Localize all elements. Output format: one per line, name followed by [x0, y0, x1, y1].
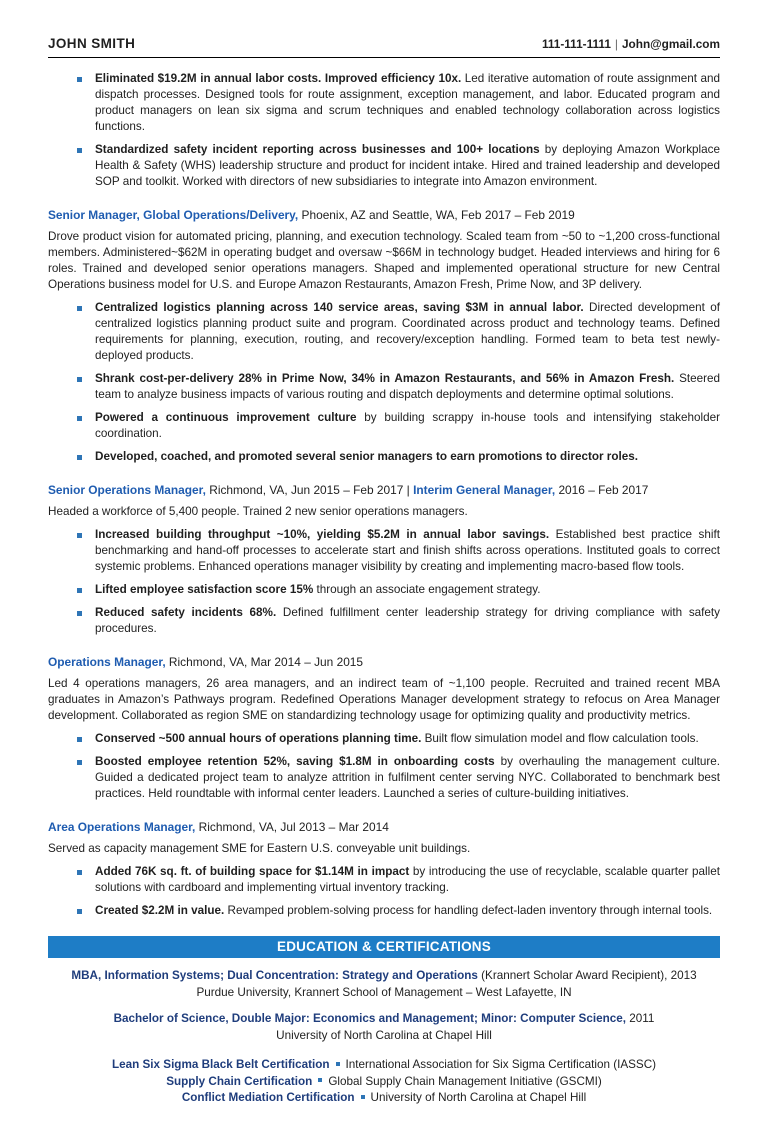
- bullet-square-icon: [77, 909, 82, 914]
- bullet-item: [48, 605, 720, 637]
- job-heading: [48, 207, 720, 223]
- degree-entry: [48, 1011, 720, 1044]
- education-section-banner: EDUCATION & CERTIFICATIONS: [48, 936, 720, 958]
- degree-line: [48, 1011, 720, 1028]
- job-summary: Drove product vision for automated pricing, planning, and execution technology. Scaled team from ~50 to ~1,200 cross-functional members. Administered~$62M in operating budget and oversaw ~$66M in technology budget. Headed interviews and hiring for 6 roles. Trained and developed senior operations managers. Shaped and implemented operational structure for new Central Operations business model for U.S. and Europe Amazon Restaurants, Amazon Fresh, Prime Now, and 3P delivery.: [48, 230, 720, 291]
- bullet-rest: Directed development of centralized logistics planning product suite and program. Coordinated across product and technology teams. Defined requirements for planning, execution, routing, and recovery/exception handling. Formed team to beta test newly-deployed products.: [95, 301, 720, 362]
- bullet-text: [95, 582, 720, 598]
- degree-school: Purdue University, Krannert School of Management – West Lafayette, IN: [196, 985, 572, 999]
- bullet-text: [95, 449, 720, 465]
- bullet-square-icon: [77, 760, 82, 765]
- education-block: [48, 968, 720, 1107]
- job-summary: Served as capacity management SME for Eastern U.S. conveyable unit buildings.: [48, 842, 471, 855]
- bullet-bold-lead: Powered a continuous improvement culture: [95, 411, 357, 424]
- bullet-rest: Established best practice shift benchmarking and hand-off processes to accelerate start and finish shifts across operations. Instituted goals to correct systemic problems. Enhanced operations manager visibility by creating and implementing macro-based flow tools.: [95, 528, 720, 573]
- job-title: Operations Manager,: [48, 655, 166, 669]
- bullet-bold-lead: Centralized logistics planning across 140 service areas, saving $3M in annual labor.: [95, 301, 584, 314]
- job-meta: Phoenix, AZ and Seattle, WA, Feb 2017 – Feb 2019: [298, 208, 575, 222]
- bullet-item: [48, 731, 720, 747]
- bullet-square-icon: [77, 306, 82, 311]
- degree-title: MBA, Information Systems; Dual Concentration: Strategy and Operations: [71, 969, 478, 982]
- phone-number: 111-111-1111: [541, 37, 611, 51]
- job-bullet-list: [48, 527, 720, 637]
- certification-name: Supply Chain Certification: [166, 1074, 313, 1088]
- job-heading: [48, 819, 720, 835]
- bullet-item: [48, 300, 720, 364]
- bullet-rest: Built flow simulation model and flow calculation tools.: [421, 732, 699, 745]
- bullet-item: [48, 71, 720, 135]
- bullet-rest: Defined fulfillment center leadership strategy for driving compliance with safety procedures.: [95, 606, 721, 635]
- degree-detail: 2011: [626, 1012, 655, 1025]
- degree-title: Bachelor of Science, Double Major: Economics and Management; Minor: Computer Science,: [113, 1012, 626, 1025]
- bullet-item: [48, 582, 720, 598]
- bullet-rest: through an associate engagement strategy.: [313, 583, 541, 596]
- certification-org: International Association for Six Sigma Certification (IASSC): [345, 1058, 657, 1071]
- bullet-text: [95, 300, 720, 364]
- certification-org: University of North Carolina at Chapel Hill: [370, 1091, 587, 1104]
- bullet-square-icon: [77, 588, 82, 593]
- bullet-text: [95, 731, 720, 747]
- resume-header: [48, 36, 720, 58]
- job-title-secondary: Interim General Manager,: [413, 483, 556, 497]
- bullet-text: [95, 71, 720, 135]
- bullet-text: [95, 754, 720, 802]
- job-section-senior-manager: [48, 207, 720, 465]
- bullet-square-icon: [77, 416, 82, 421]
- job-title: Senior Manager, Global Operations/Delivery,: [48, 208, 299, 222]
- bullet-item: [48, 371, 720, 403]
- job-section-senior-operations-manager: [48, 482, 720, 637]
- job-summary: Led 4 operations managers, 26 area managers, and an indirect team of ~1,100 people. Recruited and trained recent MBA graduates in Amazon’s Pathways program. Redefined Operations Manager development strategy to refocus on Area Manager development. Collaborated as region SME on standardizing technology usage for optimizing quality and productivity metrics.: [48, 677, 720, 722]
- bullet-rest: by introducing the use of recyclable, scalable quarter pallet solutions with cardboard and implementing virtual inventory tracking.: [95, 865, 720, 894]
- bullet-bold-lead: Added 76K sq. ft. of building space for $1.14M in impact: [95, 865, 410, 878]
- job-summary: Headed a workforce of 5,400 people. Trained 2 new senior operations managers.: [48, 505, 468, 518]
- bullet-item: [48, 410, 720, 442]
- certification-org: Global Supply Chain Management Initiative (GSCMI): [328, 1074, 602, 1088]
- bullet-item: [48, 449, 720, 465]
- bullet-item: [48, 142, 720, 190]
- bullet-square-icon: [77, 148, 82, 153]
- bullet-rest: Led iterative automation of route assignment and dispatch processes. Designed tools for route assignment, exception management, and labor. Educated program and product managers on lean six sigma and scrum techniques and enabled technology collaboration across logistics functions.: [95, 72, 720, 133]
- bullet-item: [48, 864, 720, 896]
- bullet-square-icon: [77, 77, 82, 82]
- degree-detail: (Krannert Scholar Award Recipient), 2013: [477, 969, 697, 982]
- bullet-item: [48, 527, 720, 575]
- certifications-block: [48, 1057, 720, 1107]
- job-bullet-list: [48, 300, 720, 465]
- job-meta-secondary: 2016 – Feb 2017: [555, 483, 649, 497]
- job-meta: Richmond, VA, Jul 2013 – Mar 2014: [195, 820, 389, 834]
- certification-name: Lean Six Sigma Black Belt Certification: [111, 1058, 330, 1071]
- degree-entry: [48, 968, 720, 1001]
- certification-line: [48, 1090, 720, 1107]
- bullet-bold-lead: Shrank cost-per-delivery 28% in Prime Now, 34% in Amazon Restaurants, and 56% in Amazon Fresh.: [95, 372, 675, 385]
- bullet-text: [95, 142, 720, 190]
- bullet-rest: Steered team to analyze business impacts of various routing and dispatch deployments and determine optimal solutions.: [95, 372, 721, 401]
- bullet-bold-lead: Increased building throughput ~10%, yielding $5.2M in annual labor savings.: [95, 528, 550, 541]
- bullet-rest: Revamped problem-solving process for handling defect-laden inventory through internal tools.: [224, 904, 713, 917]
- bullet-item: [48, 903, 720, 919]
- bullet-text: [95, 903, 720, 919]
- bullet-square-icon: [77, 611, 82, 616]
- bullet-square-icon: [77, 533, 82, 538]
- bullet-bold-lead: Conserved ~500 annual hours of operations planning time.: [95, 732, 422, 745]
- bullet-rest: by building scrappy in-house tools and intensifying stakeholder coordination.: [95, 411, 720, 440]
- certification-line: [48, 1057, 720, 1074]
- candidate-name: JOHN SMITH: [48, 36, 136, 51]
- bullet-text: [95, 605, 720, 637]
- bullet-text: [95, 410, 720, 442]
- degree-line: [48, 968, 720, 985]
- bullet-bold-lead: Reduced safety incidents 68%.: [95, 606, 277, 619]
- job-bullet-list: [48, 864, 720, 919]
- bullet-bold-lead: Boosted employee retention 52%, saving $1.8M in onboarding costs: [95, 755, 495, 768]
- bullet-square-icon: [77, 377, 82, 382]
- job-meta: Richmond, VA, Jun 2015 – Feb 2017 |: [205, 483, 414, 497]
- bullet-bold-lead: Lifted employee satisfaction score 15%: [95, 583, 314, 596]
- job-meta: Richmond, VA, Mar 2014 – Jun 2015: [165, 655, 364, 669]
- separator-square-icon: [361, 1095, 365, 1099]
- bullet-text: [95, 371, 720, 403]
- job-heading: [48, 482, 720, 498]
- intro-bullet-list: [48, 71, 720, 190]
- email-address: John@gmail.com: [621, 37, 720, 51]
- bullet-rest: by overhauling the management culture. Guided a dedicated project team to analyze attrition in fulfilment center serving NYC. Collaborated to benchmark best practices. Held roundtable with informal center leaders. Launched a series of culture-building initiatives.: [95, 755, 720, 800]
- bullet-bold-lead: Standardized safety incident reporting across businesses and 100+ locations: [95, 143, 540, 156]
- bullet-bold-lead: Eliminated $19.2M in annual labor costs. Improved efficiency 10x.: [95, 72, 462, 85]
- bullet-square-icon: [77, 455, 82, 460]
- bullet-rest: by deploying Amazon Workplace Health & Safety (WHS) leadership structure and product for incident intake. Hired and trained leadership and developed SOP and toolkit. Worked with directors of new subsidiaries to integrate into Amazon environment.: [95, 143, 720, 188]
- bullet-text: [95, 864, 720, 896]
- job-title: Area Operations Manager,: [48, 820, 196, 834]
- job-bullet-list: [48, 731, 720, 802]
- certification-line: [48, 1074, 720, 1091]
- job-section-area-operations-manager: [48, 819, 720, 919]
- job-section-operations-manager: [48, 654, 720, 802]
- bullet-bold-lead: Created $2.2M in value.: [95, 904, 225, 917]
- bullet-square-icon: [77, 737, 82, 742]
- job-title: Senior Operations Manager,: [48, 483, 206, 497]
- contact-separator: |: [614, 37, 618, 51]
- bullet-bold-lead: Developed, coached, and promoted several senior managers to earn promotions to director roles.: [95, 450, 638, 463]
- degree-school: University of North Carolina at Chapel Hill: [276, 1028, 492, 1042]
- certification-name: Conflict Mediation Certification: [181, 1091, 355, 1104]
- separator-square-icon: [336, 1062, 340, 1066]
- bullet-square-icon: [77, 870, 82, 875]
- contact-info: [542, 37, 720, 51]
- job-heading: [48, 654, 720, 670]
- separator-square-icon: [318, 1078, 322, 1082]
- bullet-text: [95, 527, 720, 575]
- bullet-item: [48, 754, 720, 802]
